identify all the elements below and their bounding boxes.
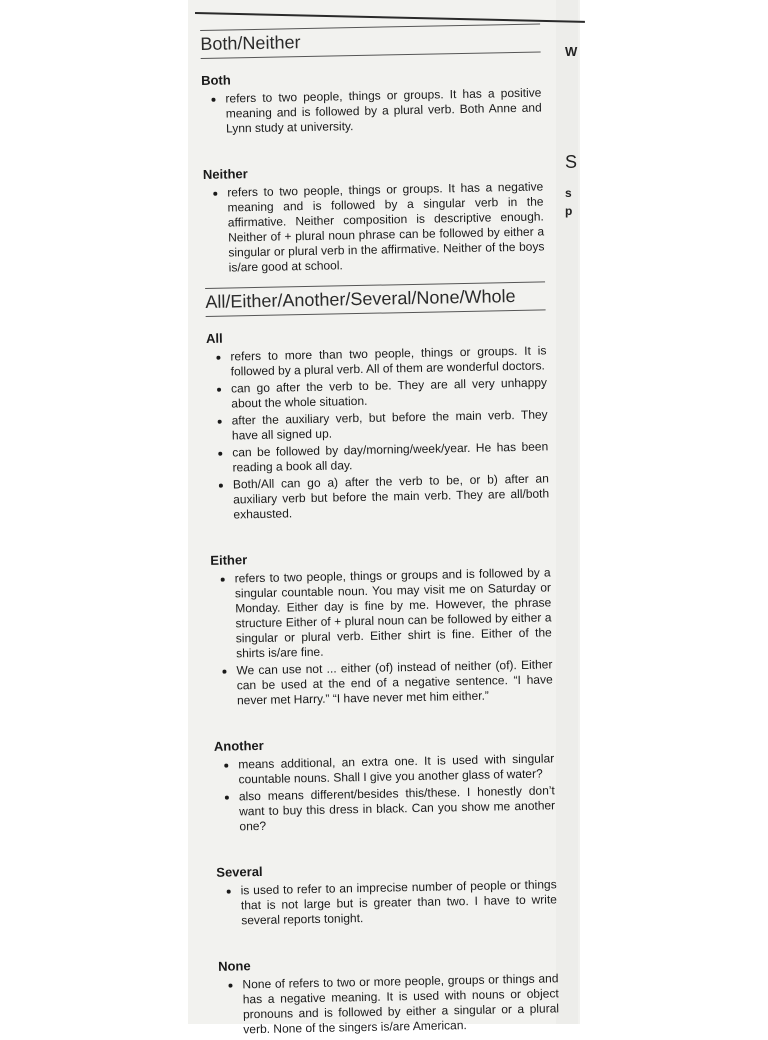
subheading-none: None xyxy=(217,958,251,974)
list-item: • means additional, an extra one. It is used with singular countable nouns. Shall I give you another glass of water? xyxy=(238,751,555,787)
section-all-either-another xyxy=(205,285,559,1037)
list-item: • refers to more than two people, things or groups. It is followed by a plural verb. All of them are wonderful doctors. xyxy=(230,343,547,379)
next-page-fragment: W xyxy=(565,44,578,59)
bullet-list xyxy=(217,877,558,929)
next-page-fragment: S xyxy=(565,152,578,172)
list-item: • also means different/besides this/these. I honestly don’t want to buy this dress in black. Can you show me another one? xyxy=(239,783,556,834)
bullet-list xyxy=(201,85,542,137)
page-content xyxy=(200,15,559,1039)
list-item: • refers to two people, things or groups. It has a negative meaning and is followed by a singular verb in the affirmative. Neither composition is descriptive enough. Neither of + plural noun phrase can be followed by either a singular or plural verb in the affirmative. Neither of the boys is/are good at school. xyxy=(227,179,545,275)
list-item: • Both/All can go a) after the verb to be, or b) after an auxiliary verb but before the main verb. They are all/both exhausted. xyxy=(233,471,550,522)
section-both-neither xyxy=(200,27,545,275)
list-item: • refers to two people, things or groups. It has a positive meaning and is followed by a plural verb. Both Anne and Lynn study at university. xyxy=(225,85,542,136)
list-item: • We can use not ... either (of) instead of neither (of). Either can be used at the end of a negative sentence. “I have never met Harry.” “I have never met him either.” xyxy=(236,657,553,708)
list-item: • can be followed by day/morning/week/year. He has been reading a book all day. xyxy=(232,439,549,475)
subheading-another: Another xyxy=(213,737,264,754)
bullet-list xyxy=(206,343,549,522)
next-page-fragment: s xyxy=(565,186,572,200)
subheading-both: Both xyxy=(200,72,231,88)
subheading-neither: Neither xyxy=(202,166,248,182)
list-item: • is used to refer to an imprecise number of people or things that is not large but is greater than two. I have to write several reports tonight. xyxy=(241,877,558,928)
subheading-several: Several xyxy=(216,863,263,880)
section-title: Both/Neither xyxy=(200,27,540,59)
bullet-list xyxy=(203,179,545,276)
list-item: • None of refers to two or more people, groups or things and has a negative meaning. It is used with nouns or object pronouns and is followed by either a singular or a plural verb. None of the singers is/are American. xyxy=(242,971,559,1037)
bullet-list xyxy=(214,751,555,835)
next-page-fragment: p xyxy=(565,204,573,218)
bullet-list xyxy=(218,971,559,1038)
subheading-either: Either xyxy=(210,552,248,568)
list-item: • refers to two people, things or groups and is followed by a singular countable noun. You may visit me on Saturday or Monday. Either day is fine by me. However, the phrase structure Either of + plural noun can be followed by either a singular or plural verb. Either shirt is fine. Either of the shirts is/are fine. xyxy=(235,565,553,661)
list-item: • after the auxiliary verb, but before the main verb. They have all signed up. xyxy=(232,407,549,443)
bullet-list xyxy=(211,565,554,709)
subheading-all: All xyxy=(205,330,223,346)
section-title: All/Either/Another/Several/None/Whole xyxy=(205,285,545,317)
list-item: • can go after the verb to be. They are all very unhappy about the whole situation. xyxy=(231,375,548,411)
